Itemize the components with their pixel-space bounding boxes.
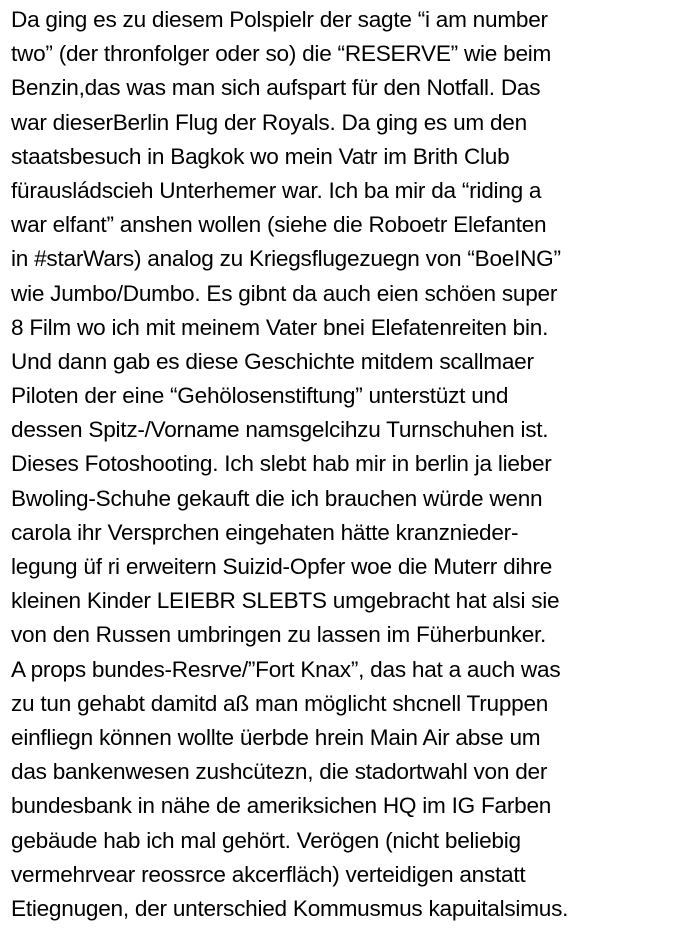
text-line: legung üf ri erweitern Suizid-Opfer woe die Muterr dihre: [11, 554, 553, 579]
text-line: vermehrvear reossrce akcerfläch) verteidigen anstatt: [11, 861, 526, 887]
text-line: bundesbank in nähe de ameriksichen HQ im IG Farben: [11, 793, 552, 819]
text-line: war dieserBerlin Flug der Royals. Da ging es um den: [11, 109, 527, 135]
text-line: carola ihr Versprchen eingehaten hätte kranznieder-: [11, 519, 519, 545]
text-line: zu tun gehabt damitd aß man möglicht shcnell Truppen: [11, 690, 549, 716]
text-line: in #starWars) analog zu Kriegsflugezuegn von “BoeING”: [11, 246, 561, 272]
text-line: kleinen Kinder LEIEBR SLEBTS umgebracht hat alsi sie: [11, 588, 560, 614]
text-line: dessen Spitz-/Vorname namsgelcihzu Turnschuhen ist.: [11, 417, 549, 443]
text-line: Benzin,das was man sich aufspart für den Notfall. Das: [11, 75, 541, 101]
text-line: Da ging es zu diesem Polspielr der sagte “i am number: [11, 7, 548, 32]
text-line: 8 Film wo ich mit meinem Vater bnei Elefatenreiten bin.: [11, 314, 549, 340]
text-line: einfliegn können wollte üerbde hrein Main Air abse um: [11, 724, 541, 750]
text-line: war elfant” anshen wollen (siehe die Roboetr Elefanten: [11, 212, 547, 238]
text-line: wie Jumbo/Dumbo. Es gibnt da auch eien schöen super: [11, 280, 558, 306]
text-line: fürausládscieh Unterhemer war. Ich ba mir da “riding a: [11, 177, 542, 203]
text-line: Etiegnugen, der unterschied Kommusmus kapuitalsimus.: [11, 895, 569, 921]
body-text: [11, 3, 679, 926]
text-line: von den Russen umbringen zu lassen im Füherbunker.: [11, 622, 547, 648]
text-line: gebäude hab ich mal gehört. Verögen (nicht beliebig: [11, 827, 521, 853]
text-line: Bwoling-Schuhe gekauft die ich brauchen würde wenn: [11, 485, 543, 511]
text-line: A props bundes-Resrve/”Fort Knax”, das hat a auch was: [11, 656, 561, 682]
text-line: two” (der thronfolger oder so) die “RESERVE” wie beim: [11, 41, 552, 67]
text-line: das bankenwesen zushcütezn, die stadortwahl von der: [11, 759, 548, 785]
text-line: Piloten der eine “Gehölosenstiftung” unterstüzt und: [11, 383, 509, 409]
text-line: Und dann gab es diese Geschichte mitdem scallmaer: [11, 348, 534, 374]
text-line: Dieses Fotoshooting. Ich slebt hab mir in berlin ja lieber: [11, 451, 552, 477]
text-line: staatsbesuch in Bagkok wo mein Vatr im Brith Club: [11, 143, 510, 169]
